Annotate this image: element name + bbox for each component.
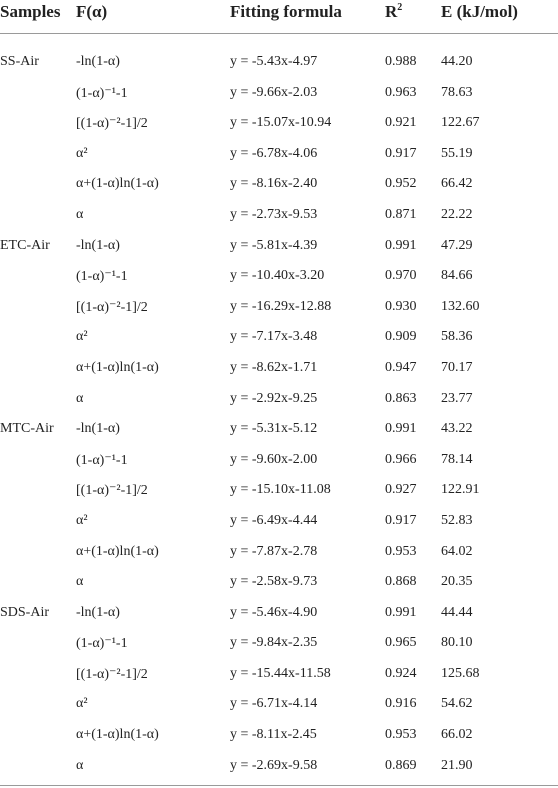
formula-cell: y = -2.73x-9.53 [230, 206, 318, 222]
table-row [0, 264, 558, 295]
energy-cell: 70.17 [441, 359, 473, 375]
formula-cell: y = -9.84x-2.35 [230, 635, 318, 651]
table-row [0, 692, 558, 723]
bottom-rule [0, 785, 558, 786]
r-squared-cell: 0.927 [385, 482, 417, 498]
function-cell: α² [76, 329, 88, 345]
table-row [0, 111, 558, 142]
table-row [0, 723, 558, 754]
header-samples: Samples [0, 2, 61, 21]
function-cell: (1-α)⁻¹-1 [76, 269, 128, 285]
formula-cell: y = -7.17x-3.48 [230, 329, 318, 345]
formula-cell: y = -9.60x-2.00 [230, 451, 318, 467]
table-row [0, 295, 558, 326]
formula-cell: y = -15.07x-10.94 [230, 115, 332, 131]
energy-cell: 22.22 [441, 206, 473, 222]
header-r2-base: R [385, 2, 398, 21]
formula-cell: y = -2.69x-9.58 [230, 757, 318, 773]
energy-cell: 20.35 [441, 574, 473, 590]
energy-cell: 58.36 [441, 329, 473, 345]
table-row [0, 448, 558, 479]
r-squared-cell: 0.991 [385, 604, 417, 620]
energy-cell: 78.63 [441, 84, 473, 100]
energy-cell: 47.29 [441, 237, 473, 253]
energy-cell: 66.02 [441, 727, 473, 743]
table-row [0, 754, 558, 785]
sample-cell [0, 264, 74, 295]
formula-cell: y = -2.58x-9.73 [230, 574, 318, 590]
sample-cell [0, 662, 74, 693]
r-squared-cell: 0.917 [385, 145, 417, 161]
sample-cell [0, 540, 74, 571]
formula-cell: y = -7.87x-2.78 [230, 543, 318, 559]
energy-cell: 43.22 [441, 421, 473, 437]
r-squared-cell: 0.863 [385, 390, 417, 406]
formula-cell: y = -10.40x-3.20 [230, 268, 325, 284]
energy-cell: 52.83 [441, 512, 473, 528]
table-row [0, 142, 558, 173]
header-activation-energy: E (kJ/mol) [441, 2, 518, 21]
function-cell: α+(1-α)ln(1-α) [76, 176, 159, 192]
r-squared-cell: 0.909 [385, 329, 417, 345]
function-cell: -ln(1-α) [76, 421, 120, 437]
energy-cell: 66.42 [441, 176, 473, 192]
r-squared-cell: 0.921 [385, 115, 417, 131]
header-row [0, 0, 558, 33]
energy-cell: 84.66 [441, 268, 473, 284]
sample-cell [0, 203, 74, 234]
r-squared-cell: 0.966 [385, 451, 417, 467]
table-body [0, 33, 558, 784]
header-function: F(α) [76, 2, 108, 21]
r-squared-cell: 0.991 [385, 237, 417, 253]
sample-cell [0, 111, 74, 142]
table-row [0, 662, 558, 693]
r-squared-cell: 0.970 [385, 268, 417, 284]
header-r2-sup: 2 [397, 2, 403, 13]
energy-cell: 122.67 [441, 115, 480, 131]
table-row [0, 478, 558, 509]
function-cell: α [76, 574, 84, 590]
energy-cell: 122.91 [441, 482, 480, 498]
sample-cell [0, 570, 74, 601]
header-fitting-formula: Fitting formula [230, 2, 342, 21]
sample-cell [0, 325, 74, 356]
formula-cell: y = -5.81x-4.39 [230, 237, 318, 253]
function-cell: -ln(1-α) [76, 604, 120, 620]
r-squared-cell: 0.963 [385, 84, 417, 100]
sample-cell [0, 387, 74, 418]
energy-cell: 23.77 [441, 390, 473, 406]
function-cell: α+(1-α)ln(1-α) [76, 359, 159, 375]
energy-cell: 80.10 [441, 635, 473, 651]
sample-cell [0, 81, 74, 112]
table-row [0, 540, 558, 571]
formula-cell: y = -5.31x-5.12 [230, 421, 318, 437]
table-row [0, 631, 558, 662]
sample-cell: MTC-Air [0, 421, 54, 437]
header-spacer [0, 33, 558, 50]
formula-cell: y = -9.66x-2.03 [230, 84, 318, 100]
r-squared-cell: 0.917 [385, 512, 417, 528]
sample-cell [0, 692, 74, 723]
r-squared-cell: 0.991 [385, 421, 417, 437]
function-cell: (1-α)⁻¹-1 [76, 452, 128, 468]
r-squared-cell: 0.869 [385, 757, 417, 773]
sample-cell: ETC-Air [0, 237, 50, 253]
r-squared-cell: 0.953 [385, 727, 417, 743]
sample-cell [0, 478, 74, 509]
table-row [0, 203, 558, 234]
function-cell: (1-α)⁻¹-1 [76, 636, 128, 652]
energy-cell: 132.60 [441, 298, 480, 314]
energy-cell: 54.62 [441, 696, 473, 712]
function-cell: α² [76, 696, 88, 712]
r-squared-cell: 0.988 [385, 54, 417, 69]
sample-cell [0, 172, 74, 203]
formula-cell: y = -6.71x-4.14 [230, 696, 318, 712]
function-cell: [(1-α)⁻²-1]/2 [76, 299, 148, 315]
sample-cell [0, 631, 74, 662]
formula-cell: y = -2.92x-9.25 [230, 390, 318, 406]
table-row [0, 601, 558, 632]
energy-cell: 64.02 [441, 543, 473, 559]
table-row [0, 172, 558, 203]
header-r-squared [385, 0, 441, 33]
sample-cell [0, 509, 74, 540]
formula-cell: y = -5.43x-4.97 [230, 54, 318, 69]
sample-cell [0, 295, 74, 326]
function-cell: [(1-α)⁻²-1]/2 [76, 666, 148, 682]
function-cell: [(1-α)⁻²-1]/2 [76, 116, 148, 132]
formula-cell: y = -8.16x-2.40 [230, 176, 318, 192]
table-row [0, 417, 558, 448]
energy-cell: 78.14 [441, 451, 473, 467]
table-row [0, 387, 558, 418]
formula-cell: y = -15.10x-11.08 [230, 482, 331, 498]
sample-cell: SDS-Air [0, 604, 50, 620]
energy-cell: 44.44 [441, 604, 473, 620]
r-squared-cell: 0.930 [385, 298, 417, 314]
table-header [0, 0, 558, 33]
formula-cell: y = -8.62x-1.71 [230, 359, 318, 375]
table-row [0, 325, 558, 356]
function-cell: α [76, 390, 84, 406]
r-squared-cell: 0.916 [385, 696, 417, 712]
function-cell: -ln(1-α) [76, 237, 120, 253]
formula-cell: y = -6.78x-4.06 [230, 145, 318, 161]
formula-cell: y = -15.44x-11.58 [230, 665, 331, 681]
energy-cell: 44.20 [441, 54, 473, 69]
function-cell: [(1-α)⁻²-1]/2 [76, 483, 148, 499]
sample-cell [0, 754, 74, 785]
table-row [0, 509, 558, 540]
table-row [0, 234, 558, 265]
function-cell: -ln(1-α) [76, 54, 120, 69]
table-row [0, 356, 558, 387]
formula-cell: y = -16.29x-12.88 [230, 298, 332, 314]
energy-cell: 21.90 [441, 757, 473, 773]
function-cell: α+(1-α)ln(1-α) [76, 543, 159, 559]
table-row [0, 81, 558, 112]
sample-cell: SS-Air [0, 54, 39, 69]
function-cell: α² [76, 145, 88, 161]
r-squared-cell: 0.953 [385, 543, 417, 559]
table-row [0, 50, 558, 81]
sample-cell [0, 448, 74, 479]
sample-cell [0, 356, 74, 387]
function-cell: α² [76, 512, 88, 528]
r-squared-cell: 0.947 [385, 359, 417, 375]
formula-cell: y = -5.46x-4.90 [230, 604, 318, 620]
table-row [0, 570, 558, 601]
sample-cell [0, 723, 74, 754]
sample-cell [0, 142, 74, 173]
energy-cell: 55.19 [441, 145, 473, 161]
function-cell: α [76, 206, 84, 222]
r-squared-cell: 0.965 [385, 635, 417, 651]
function-cell: α+(1-α)ln(1-α) [76, 727, 159, 743]
function-cell: α [76, 757, 84, 773]
formula-cell: y = -8.11x-2.45 [230, 727, 317, 743]
r-squared-cell: 0.871 [385, 206, 417, 222]
r-squared-cell: 0.924 [385, 665, 417, 681]
function-cell: (1-α)⁻¹-1 [76, 85, 128, 101]
energy-cell: 125.68 [441, 665, 480, 681]
r-squared-cell: 0.868 [385, 574, 417, 590]
formula-cell: y = -6.49x-4.44 [230, 512, 318, 528]
r-squared-cell: 0.952 [385, 176, 417, 192]
